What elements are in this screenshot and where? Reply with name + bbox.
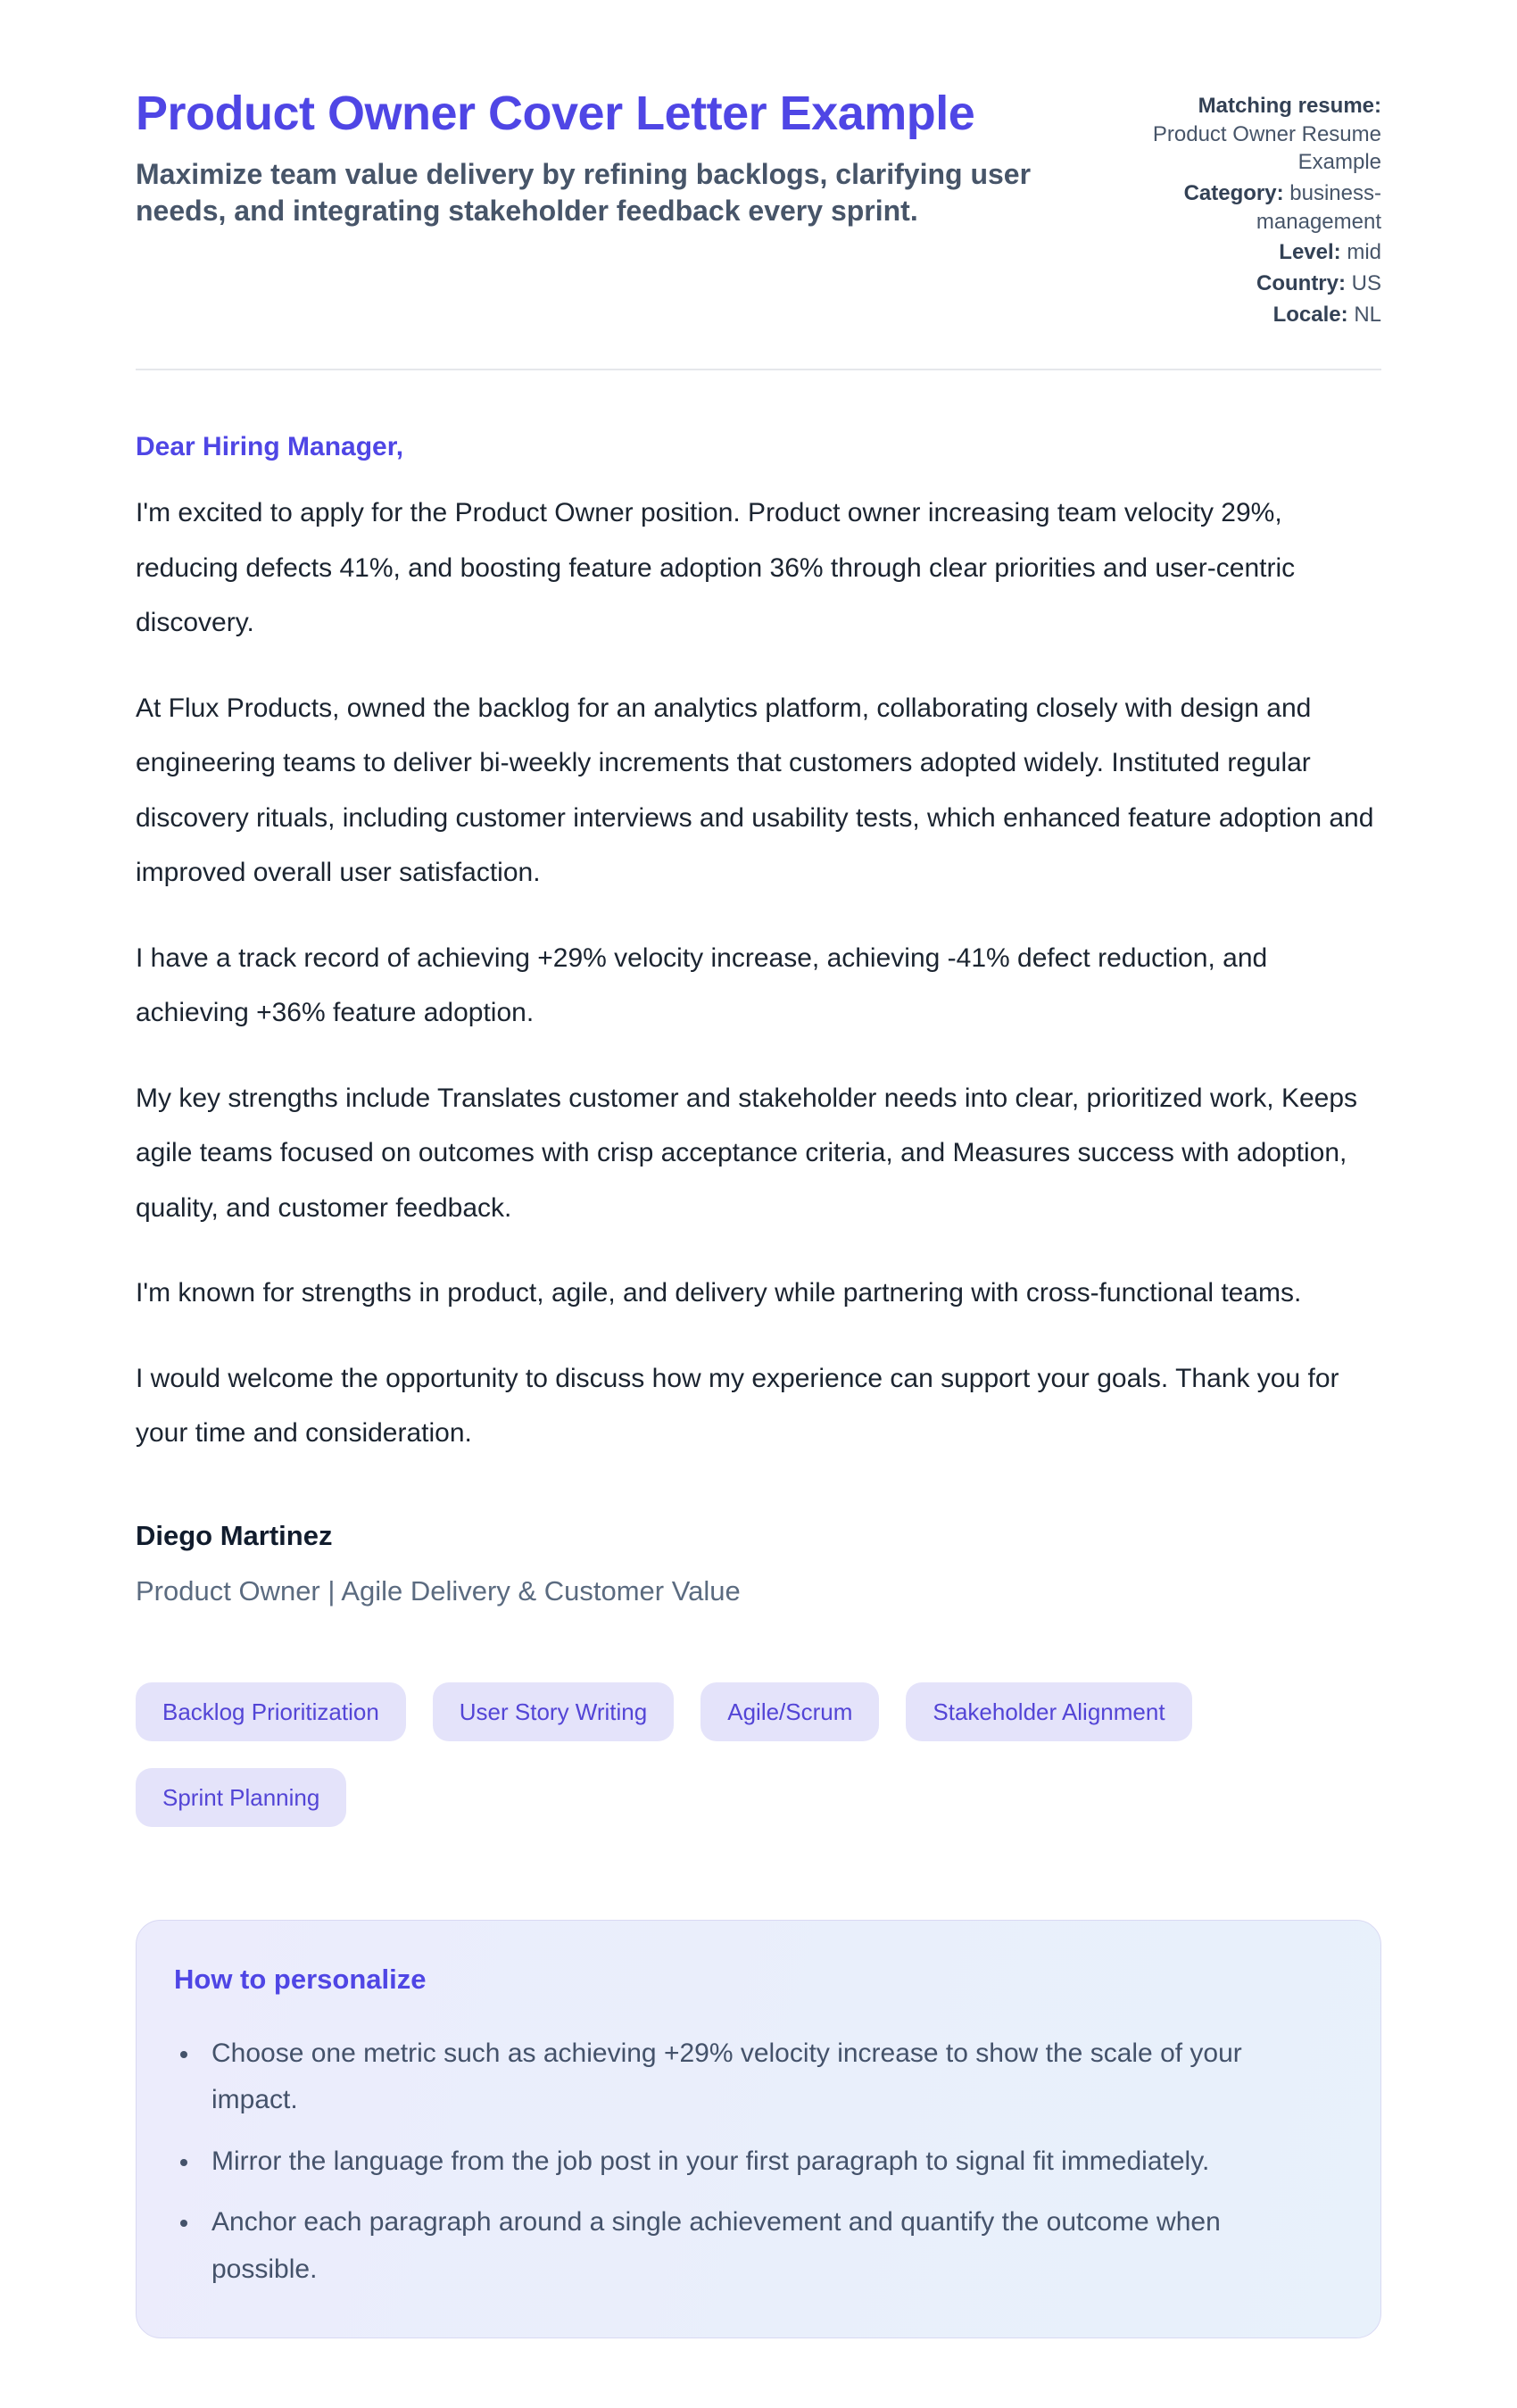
meta-value: NL — [1354, 302, 1381, 327]
how-to-personalize-box — [136, 1920, 1381, 2338]
skill-tag: User Story Writing — [433, 1682, 674, 1741]
letter-paragraph: At Flux Products, owned the backlog for an analytics platform, collaborating closely with design and engineering teams to deliver bi-weekly increments that customers adopted widely. Instituted regular discovery rituals, including customer interviews and usability tests, which enhanced feature adoption and improved overall user satisfaction. — [136, 693, 1374, 888]
tips-list — [174, 2030, 1330, 2294]
meta-entry — [1139, 270, 1381, 298]
divider — [136, 369, 1381, 370]
tip-item: • Anchor each paragraph around a single achievement and quantify the outcome when possible. — [201, 2199, 1330, 2293]
meta-entry — [1139, 179, 1381, 236]
meta-entry — [1139, 92, 1381, 177]
signature-name: Diego Martinez — [136, 1519, 333, 1551]
tip-item: • Choose one metric such as achieving +29% velocity increase to show the scale of your impact. — [201, 2030, 1330, 2124]
skill-tag: Stakeholder Alignment — [906, 1682, 1191, 1741]
meta-label: Matching resume: — [1198, 94, 1381, 118]
letter-paragraph: I'm known for strengths in product, agile, and delivery while partnering with cross-functional teams. — [136, 1278, 1302, 1308]
skill-tags — [136, 1682, 1381, 1827]
letter-paragraph: I would welcome the opportunity to discuss how my experience can support your goals. Thank you for your time and consideration. — [136, 1363, 1339, 1449]
skill-tag: Sprint Planning — [136, 1768, 346, 1827]
skill-tag: Agile/Scrum — [700, 1682, 879, 1741]
letter-paragraph: I'm excited to apply for the Product Owner position. Product owner increasing team velocity 29%, reducing defects 41%, and boosting feature adoption 36% through clear priorities and user-centric discovery. — [136, 498, 1296, 638]
meta-label: Locale: — [1272, 302, 1348, 327]
letter-paragraph: I have a track record of achieving +29% velocity increase, achieving -41% defect reduction, and achieving +36% feature adoption. — [136, 942, 1268, 1028]
header — [136, 85, 1381, 331]
meta-label: Country: — [1256, 271, 1346, 296]
meta-label: Level: — [1279, 240, 1341, 265]
page-title: Product Owner Cover Letter Example — [136, 87, 975, 140]
letter-paragraphs — [136, 486, 1381, 1461]
skill-tag: Backlog Prioritization — [136, 1682, 406, 1741]
resume-meta — [1139, 85, 1381, 331]
cover-letter — [136, 429, 1381, 1609]
meta-value: US — [1351, 271, 1381, 296]
page-subtitle: Maximize team value delivery by refining backlogs, clarifying user needs, and integrating stakeholder feedback every sprint. — [136, 157, 1032, 228]
meta-value: mid — [1347, 240, 1381, 265]
greeting: Dear Hiring Manager, — [136, 432, 404, 462]
tip-item: • Mirror the language from the job post in your first paragraph to signal fit immediately. — [201, 2138, 1330, 2186]
header-title-block — [136, 85, 1037, 230]
meta-value: Product Owner Resume Example — [1152, 121, 1381, 175]
signature-role: Product Owner | Agile Delivery & Customer Value — [136, 1575, 741, 1607]
meta-value: business-management — [1256, 181, 1381, 234]
meta-label: Category: — [1183, 181, 1284, 206]
tips-heading: How to personalize — [174, 1964, 427, 1996]
letter-paragraph: My key strengths include Translates customer and stakeholder needs into clear, prioritized work, Keeps agile teams focused on outcomes with crisp acceptance criteria, and Measures success with adoption, quality, and customer feedback. — [136, 1083, 1358, 1223]
meta-entry — [1139, 301, 1381, 329]
meta-entry — [1139, 238, 1381, 267]
